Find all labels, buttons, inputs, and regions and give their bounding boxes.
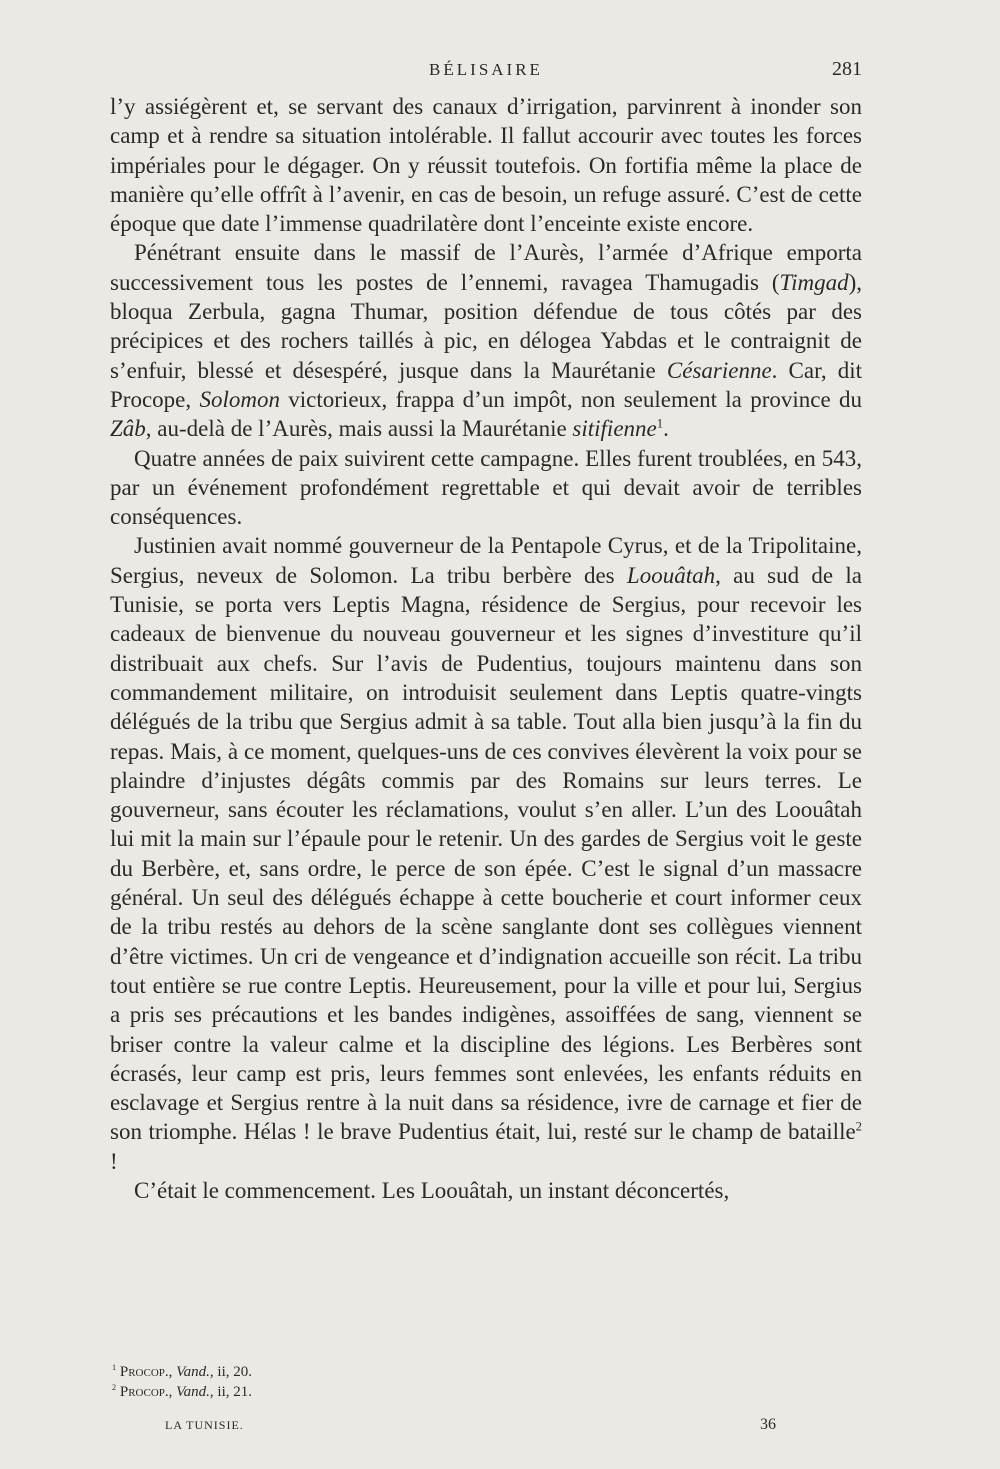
paragraph — [110, 238, 862, 443]
footnotes — [112, 1362, 812, 1402]
text-run: Quatre années de paix suivirent cette campagne. Elles furent troublées, en 543, par un événement profondément regrettable et qui devait avoir de terribles conséquences. — [110, 445, 862, 530]
page-header — [110, 58, 862, 88]
footnote-work: Vand. — [176, 1364, 210, 1380]
text-run: Justinien avait nommé gouverneur de la Pentapole Cyrus, et de la Tripolitaine, Sergius, neveux de Solomon. La tribu berbère des — [110, 533, 862, 588]
paragraph — [110, 92, 862, 238]
italic-term: Timgad — [779, 269, 849, 295]
text-run: , au-delà de l’Aurès, mais aussi la Maurétanie — [145, 416, 573, 442]
footnote-ref: 2 — [855, 1119, 862, 1134]
text-run: , au sud de la Tunisie, se porta vers Leptis Magna, résidence de Sergius, pour recevoir les cadeaux de bienvenue du nouveau gouverneur et les signes d’investiture qu’il distribuait aux chefs. Sur l’avis de Pudentius, toujours maintenu dans son commandement militaire, on introduisit seulement dans Leptis quatre-vingts délégués de la tribu que Sergius admit à sa table. Tout alla bien jusqu’à la fin du repas. Mais, à ce moment, quelques-uns de ces convives élevèrent la voix pour se plaindre d’injustes dégâts commis par des Romains sur leurs terres. Le gouverneur, sans écouter les réclamations, voulut s’en aller. L’un des Loouâtah lui mit la main sur l’épaule pour le retenir. Un des gardes de Sergius voit le geste du Berbère, et, sans ordre, le perce de son épée. C’est le signal d’un massacre général. Un seul des délégués échappe à cette boucherie et court informer ceux de la tribu restés au dehors de la scène sanglante dont ses collègues viennent d’être victimes. Un cri de vengeance et d’indignation accueille son récit. La tribu tout entière se rue contre Leptis. Heureusement, pour la ville et pour lui, Sergius a pris ses précautions et les bandes indigènes, assoiffées de sang, viennent se briser contre la valeur calme et la discipline des légions. Les Berbères sont écrasés, leur camp est pris, leurs femmes sont enlevées, les enfants réduits en esclavage et Sergius rentre à la nuit dans sa résidence, ivre de carnage et fier de son triomphe. Hélas ! le brave Pudentius était, lui, resté sur le champ de bataille — [110, 562, 862, 1145]
footnote: $^1$ Procop., Vand., ii, 20. — [112, 1363, 252, 1380]
text-run: . Car, dit Procope, — [110, 357, 862, 412]
paragraph — [110, 531, 862, 1176]
signature-mark: LA TUNISIE. — [165, 1418, 244, 1432]
running-title: BÉLISAIRE — [429, 60, 543, 79]
footnote-author: Procop. — [119, 1384, 169, 1400]
text-run: victorieux, frappa d’un impôt, non seulement la province du — [279, 386, 863, 412]
sheet-number: 36 — [760, 1416, 776, 1433]
paragraph — [110, 1176, 862, 1205]
italic-term: sitifienne — [572, 416, 657, 442]
text-run: Pénétrant ensuite dans le massif de l’Aurès, l’armée d’Afrique emporta successivement tous les postes de l’ennemi, ravagea Thamugadis ( — [110, 240, 862, 295]
footnote-ref: 1 — [656, 416, 664, 431]
footnote-ref-text: , ii, 20. — [209, 1364, 252, 1380]
text-run: C’était le commencement. Les Loouâtah, un instant déconcertés, — [134, 1177, 730, 1203]
italic-term: Loouâtah — [626, 562, 716, 588]
footnote-work: Vand. — [176, 1384, 210, 1400]
page-number: 281 — [832, 58, 862, 80]
footnote: $^2$ Procop., Vand., ii, 21. — [112, 1383, 252, 1400]
footnote-author: Procop. — [119, 1364, 169, 1380]
footnote-ref-text: , ii, 21. — [209, 1384, 252, 1400]
footnote-number: 1 — [112, 1363, 117, 1372]
italic-term: Solomon — [199, 386, 280, 412]
text-run: ), bloqua Zerbula, gagna Thumar, position défendue de tous côtés par des précipices et des rochers taillés à pic, en délogea Yabdas et le contraignit de s’enfuir, blessé et désespéré, jusque dans la Maurétanie — [110, 269, 862, 383]
italic-term: Zâb — [110, 416, 146, 442]
body-text — [110, 92, 862, 1205]
text-run: l’y assiégèrent et, se servant des canaux d’irrigation, parvinrent à inonder son camp et à rendre sa situation intolérable. Il fallut accourir avec toutes les forces impériales pour le dégager. On y réussit toutefois. On fortifia même la place de manière qu’elle offrît à l’avenir, en cas de besoin, un refuge assuré. C’est de cette époque que date l’immense quadrilatère dont l’enceinte existe encore. — [110, 94, 862, 237]
text-run: ! — [110, 1148, 118, 1174]
italic-term: Césarienne — [666, 357, 772, 383]
paragraph — [110, 444, 862, 532]
footnote-number: 2 — [112, 1383, 117, 1392]
text-run: . — [663, 416, 669, 442]
